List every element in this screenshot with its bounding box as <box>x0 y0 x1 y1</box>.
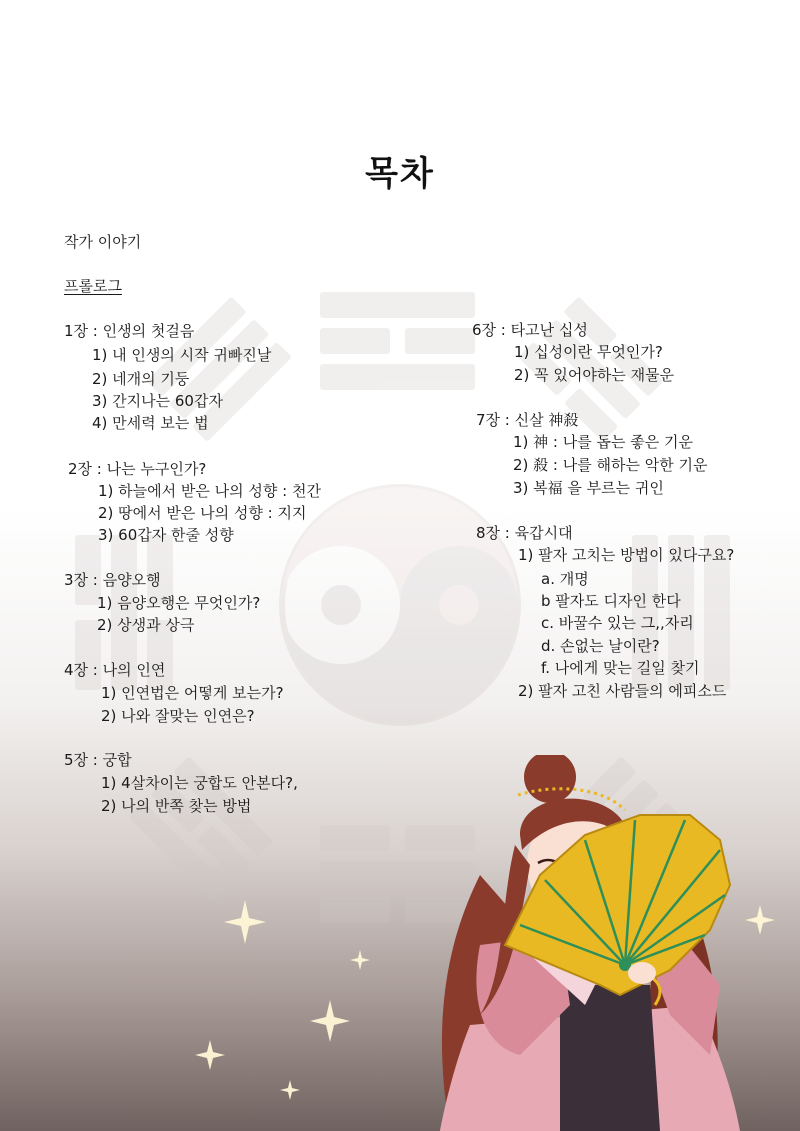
chapter-1-item: 4) 만세력 보는 법 <box>92 414 209 432</box>
chapter-4-item: 1) 인연법은 어떻게 보는가? <box>101 684 284 702</box>
chapter-5-item: 2) 나의 반쪽 찾는 방법 <box>101 797 252 815</box>
chapter-2-item: 1) 하늘에서 받은 나의 성향 : 천간 <box>98 482 321 500</box>
author-story: 작가 이야기 <box>64 233 142 251</box>
chapter-6-heading: 6장 : 타고난 십성 <box>472 321 588 339</box>
prologue: 프롤로그 <box>64 277 122 295</box>
chapter-2-item: 2) 땅에서 받은 나의 성향 : 지지 <box>98 504 307 522</box>
chapter-4-item: 2) 나와 잘맞는 인연은? <box>101 707 255 725</box>
chapter-3-item: 2) 상생과 상극 <box>97 616 195 634</box>
chapter-7-item: 2) 殺 : 나를 해하는 악한 기운 <box>513 456 708 474</box>
chapter-7-item: 1) 神 : 나를 돕는 좋은 기운 <box>513 433 693 451</box>
chapter-7-heading: 7장 : 신살 神殺 <box>476 411 579 429</box>
chapter-2-item: 3) 60갑자 한줄 성향 <box>98 526 234 544</box>
chapter-8-item: 1) 팔자 고치는 방법이 있다구요? <box>518 546 735 564</box>
chapter-6-item: 1) 십성이란 무엇인가? <box>514 343 663 361</box>
chapter-1-heading: 1장 : 인생의 첫걸음 <box>64 322 195 340</box>
chapter-8-subitem: b 팔자도 디자인 한다 <box>541 592 681 610</box>
chapter-2-heading: 2장 : 나는 누구인가? <box>68 460 207 478</box>
chapter-6-item: 2) 꼭 있어야하는 재물운 <box>514 366 675 384</box>
chapter-7-item: 3) 복福 을 부르는 귀인 <box>513 479 664 497</box>
chapter-8-subitem: f. 나에게 맞는 길일 찾기 <box>541 659 700 677</box>
girl-with-fan-illustration <box>410 755 800 1131</box>
chapter-5-heading: 5장 : 궁합 <box>64 751 132 769</box>
chapter-3-heading: 3장 : 음양오행 <box>64 571 161 589</box>
chapter-1-item: 2) 네개의 기둥 <box>92 370 190 388</box>
page-title: 목차 <box>365 154 435 194</box>
chapter-1-item: 3) 간지나는 60갑자 <box>92 392 223 410</box>
chapter-4-heading: 4장 : 나의 인연 <box>64 661 166 679</box>
chapter-5-item: 1) 4살차이는 궁합도 안본다?, <box>101 774 298 792</box>
chapter-8-subitem: c. 바꿀수 있는 그,,자리 <box>541 614 694 632</box>
chapter-3-item: 1) 음양오행은 무엇인가? <box>97 594 261 612</box>
chapter-8-item: 2) 팔자 고친 사람들의 에피소드 <box>518 682 727 700</box>
chapter-8-subitem: d. 손없는 날이란? <box>541 637 660 655</box>
chapter-8-subitem: a. 개명 <box>541 570 589 588</box>
chapter-8-heading: 8장 : 육갑시대 <box>476 524 573 542</box>
chapter-1-item: 1) 내 인생의 시작 귀빠진날 <box>92 346 272 364</box>
